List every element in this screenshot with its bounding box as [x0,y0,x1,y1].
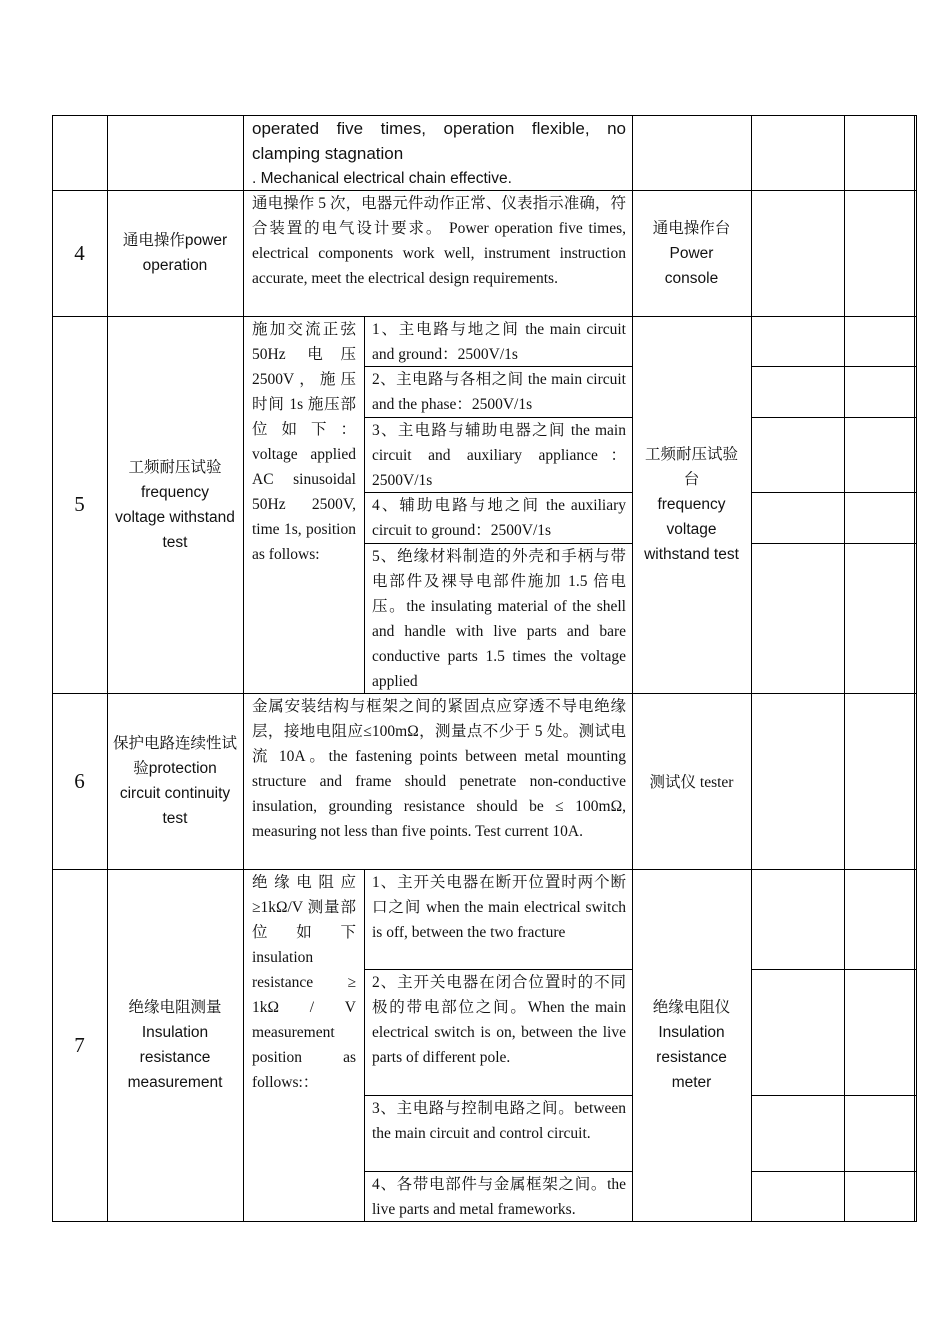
hline-r5-s4 [364,543,632,544]
row5-item [107,316,243,693]
row6-number-text: 6 [74,768,85,793]
row5-equipment [632,316,751,693]
row7-number [52,869,107,1221]
hline-row7 [52,869,916,870]
row5-left-content: 施加交流正弦 50Hz 电压 2500V，施压时间 1s 施压部位如下：voltage applied AC sinusoidal 50Hz 2500V, time 1s, position as follows: [252,321,356,563]
hline-r5-s2 [364,417,632,418]
vline-0 [52,115,53,1222]
row5-sub-5-text: 5、绝缘材料制造的外壳和手柄与带电部件及裸导电部件施加 1.5 倍电压。the insulating material of the shell and handle with live parts and bare conductive parts 1.5 times the voltage applied [372,548,626,690]
row5-sub-3-text: 3、主电路与辅助电器之间 the main circuit and auxiliary appliance：2500V/1s [372,422,626,489]
vline-7 [916,115,917,1222]
hline-r5-r4 [751,543,916,544]
row5-number-text: 5 [74,492,85,516]
hline-r7-s2 [364,1095,632,1096]
vline-5 [844,115,845,1222]
row7-equipment [632,869,751,1221]
row4-equip-cn: 通电操作台 [652,219,731,237]
row4-number [52,190,107,316]
row5-equip-cn: 工频耐压试验台 [644,446,738,488]
row4-item [107,190,243,316]
hline-top [52,115,916,116]
row5-left-text [244,316,364,693]
hline-r7-r1 [751,969,916,970]
row0-content-text2: . Mechanical electrical chain effective. [252,170,512,187]
row4-item-en: power operation [142,232,228,274]
row7-item-cn: 绝缘电阻测量 [128,999,222,1016]
hline-row5 [52,316,916,317]
row6-equip-text: 测试仪 tester [649,774,734,791]
hline-bottom [52,1221,916,1222]
vline-1 [107,115,108,1222]
vline-3 [632,115,633,1222]
vline-sub-r5 [364,316,365,693]
hline-r5-s1 [364,366,632,367]
row6-item-cn: 保护电路连续性试验 [113,735,238,777]
row5-sub-3 [364,417,632,492]
row5-sub-2-text: 2、主电路与各相之间 the main circuit and the phase：2500V/1s [372,371,626,413]
row0-content [244,115,632,190]
row5-sub-2 [364,366,632,417]
row4-equipment [632,190,751,316]
hline-r7-r2 [751,1095,916,1096]
vline-4 [751,115,752,1222]
row6-item [107,693,243,869]
row7-sub-1 [364,869,632,969]
row5-item-en: frequency voltage withstand test [115,483,235,551]
hline-r5-r1 [751,366,916,367]
row5-number [52,316,107,693]
hline-r7-s1 [364,969,632,970]
hline-row6 [52,693,916,694]
row4-content [244,190,632,316]
row6-equipment [632,693,751,869]
row6-content-text: 金属安装结构与框架之间的紧固点应穿透不导电绝缘层，接地电阻应≤100mΩ，测量点不少于 5 处。测试电流 10A。the fastening points between metal mounting structure and frame should penetrate non-conductive insulation, grounding resistance should be ≤ 100mΩ, measuring not less than five points. Test current 10A. [252,698,626,840]
row7-equip-cn: 绝缘电阻仪 [652,999,731,1016]
row5-sub-1-text: 1、主电路与地之间 the main circuit and ground：2500V/1s [372,321,626,363]
row5-sub-1 [364,316,632,366]
row6-content [244,693,632,869]
row7-left-content: 绝缘电阻应≥1kΩ/V 测量部位如下 insulation resistance ≥ 1kΩ / V measurement position as follows:： [252,874,356,1091]
row4-equip-en: Power console [664,244,719,287]
row5-sub-4 [364,492,632,543]
row7-item-en: Insulation resistance measurement [127,1024,223,1091]
row4-number-text: 4 [74,240,85,265]
row7-sub-1-text: 1、主开关电器在断开位置时两个断口之间 when the main electrical switch is off, between the two fracture [372,874,626,941]
row4-item-cn: 通电操作 [122,232,185,249]
hline-r5-r2 [751,417,916,418]
row4-content-text: 通电操作 5 次，电器元件动作正常、仪表指示准确，符合装置的电气设计要求。 Power operation five times, electrical components work well, instrument instruction accurate, meet the electrical design requirements. [252,195,626,287]
vline-sub-r7 [364,869,365,1221]
row0-content-text: operated five times, operation flexible, no clamping stagnation [252,119,626,163]
hline-row4 [52,190,916,191]
row5-sub-4-text: 4、辅助电路与地之间 the auxiliary circuit to ground：2500V/1s [372,497,626,539]
row6-number [52,693,107,869]
row7-sub-3 [364,1095,632,1171]
row5-equip-en: frequency voltage withstand test [644,496,739,563]
hline-r5-s3 [364,492,632,493]
vline-6 [914,115,915,1222]
row7-sub-3-text: 3、主电路与控制电路之间。between the main circuit and control circuit. [372,1100,626,1142]
row7-equip-en: Insulation resistance meter [656,1024,727,1091]
row7-sub-2 [364,969,632,1095]
row7-number-text: 7 [74,1032,85,1057]
row7-sub-4 [364,1171,632,1221]
row6-item-en: protection circuit continuity test [119,760,231,827]
row7-item [107,869,243,1221]
row7-left-text [244,869,364,1221]
hline-r7-r3 [751,1171,916,1172]
row7-sub-2-text: 2、主开关电器在闭合位置时的不同极的带电部位之间。When the main electrical switch is on, between the live parts of different pole. [372,974,626,1066]
row5-item-cn: 工频耐压试验 [128,458,222,476]
hline-r5-r3 [751,492,916,493]
row7-sub-4-text: 4、各带电部件与金属框架之间。the live parts and metal frameworks. [372,1176,626,1218]
row5-sub-5 [364,543,632,693]
hline-r7-s3 [364,1171,632,1172]
vline-2 [243,115,244,1222]
